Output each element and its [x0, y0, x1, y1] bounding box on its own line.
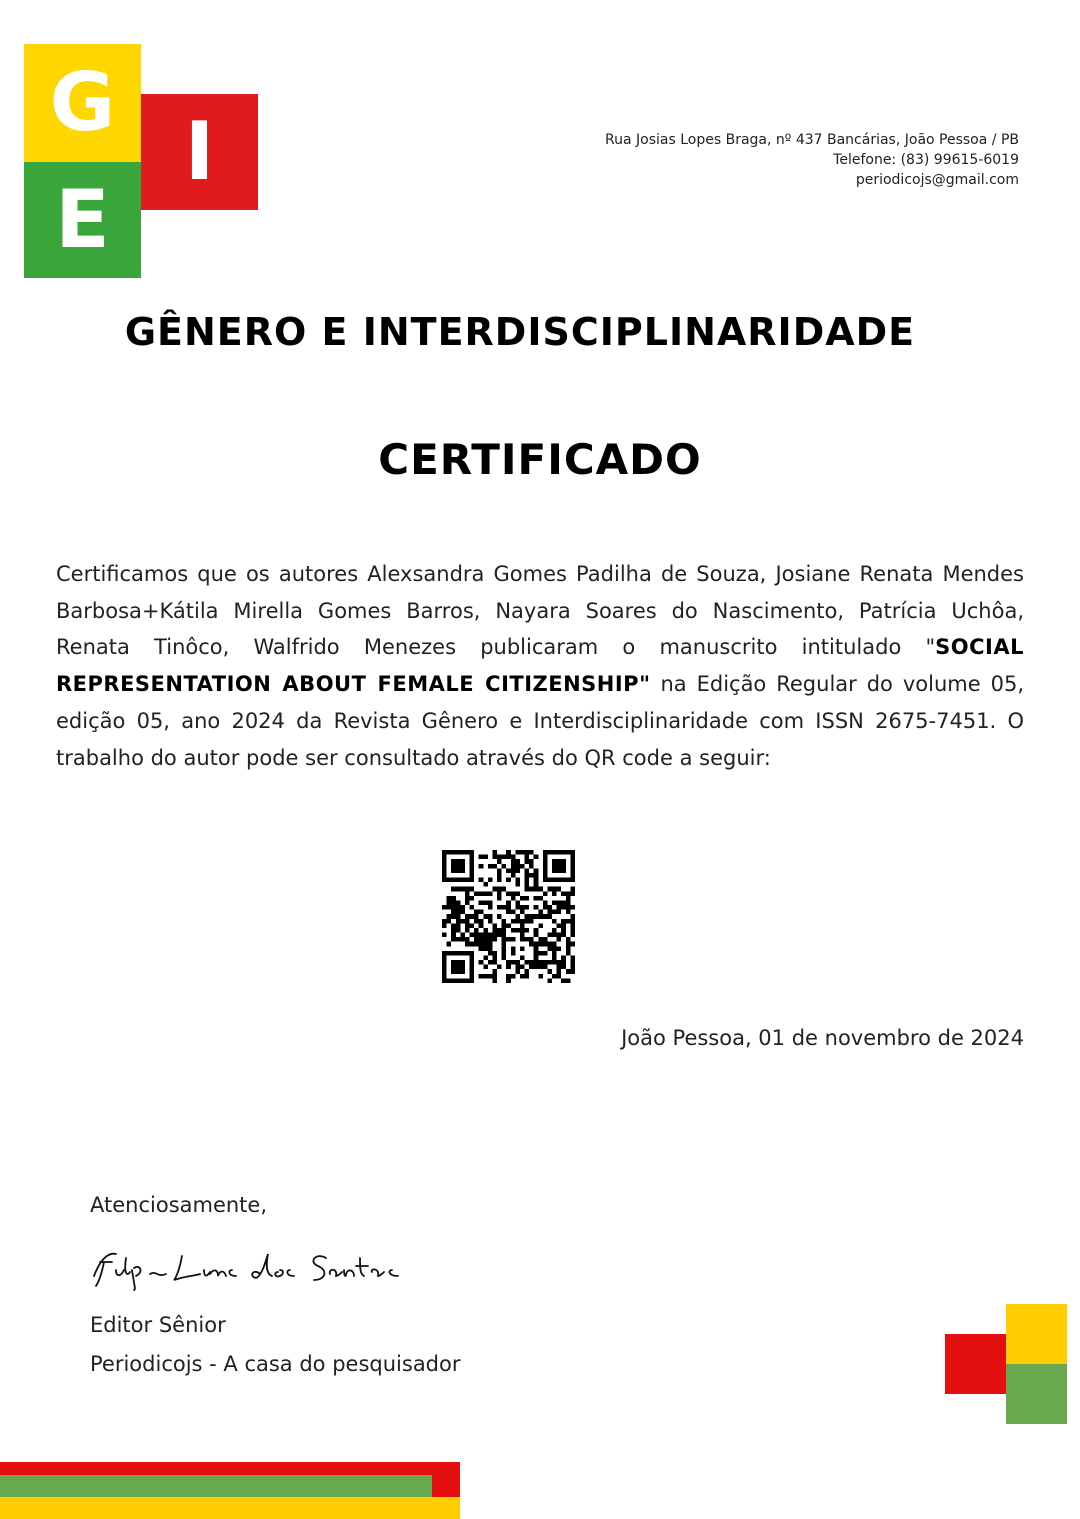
manuscript-title: SOCIAL REPRESENTATION ABOUT FEMALE CITIZENSHIP" [56, 635, 1024, 697]
certificate-body [56, 556, 1024, 776]
body-part-1: Certificamos que os autores Alexsandra Gomes Padilha de Souza, Josiane Renata Mendes Barbosa+Kátila Mirella Gomes Barros, Nayara Soares do Nascimento, Patrícia Uchôa, Renata Tinôco, Walfrido Menezes publicaram o manuscrito intitulado " [56, 562, 1024, 660]
body-part-2: na Edição Regular do volume 05, edição 05, ano 2024 da Revista Gênero e Interdisciplinaridade com ISSN 2675-7451. O trabalho do autor pode ser consultado através do QR code a seguir: [56, 672, 1024, 770]
signer-role: Editor Sênior [90, 1313, 226, 1337]
deco-red-square [945, 1334, 1006, 1394]
journal-title: GÊNERO E INTERDISCIPLINARIDADE [124, 310, 916, 354]
contact-address: Rua Josias Lopes Braga, nº 437 Bancárias, João Pessoa / PB [605, 132, 1019, 148]
logo-g-block: G [24, 44, 141, 162]
logo-i-block: I [141, 94, 258, 210]
closing-text: Atenciosamente, [90, 1193, 268, 1217]
logo-e-block: E [24, 162, 141, 278]
deco-green-stripe [0, 1475, 432, 1497]
deco-yellow-stripe [0, 1497, 460, 1519]
contact-email: periodicojs@gmail.com [855, 172, 1019, 188]
signer-organization: Periodicojs - A casa do pesquisador [90, 1352, 461, 1376]
deco-yellow-square [1006, 1304, 1067, 1364]
certificate-heading: CERTIFICADO [378, 435, 702, 484]
place-date: João Pessoa, 01 de novembro de 2024 [621, 1026, 1024, 1050]
contact-phone: Telefone: (83) 99615-6019 [833, 152, 1019, 168]
signature [90, 1240, 420, 1296]
deco-green-square [1006, 1364, 1067, 1424]
contact-info [605, 130, 1019, 190]
qr-code [442, 850, 575, 983]
